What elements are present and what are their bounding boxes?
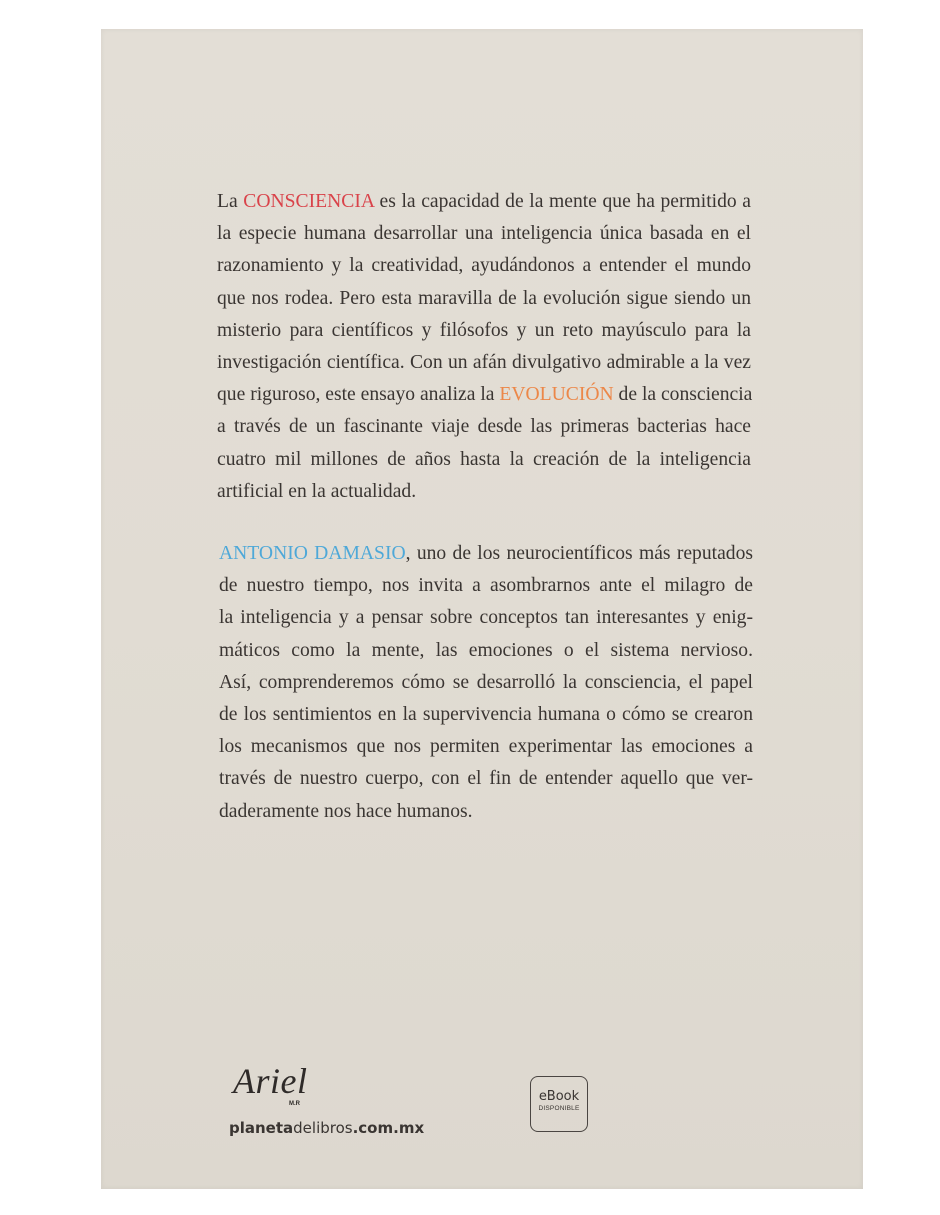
text-line [217,379,751,411]
text-line [219,796,753,828]
text-segment: misterio para científicos y filósofos y un reto mayúsculo para la [217,319,751,341]
ariel-logo: Ariel [233,1061,308,1101]
text-line [217,218,751,250]
publisher-website [229,1119,424,1137]
text-line [219,667,753,699]
highlighted-term: EVOLUCIÓN [499,384,614,406]
ebook-label: eBook [538,1089,580,1104]
text-segment: La [217,191,244,212]
text-segment: es la capacidad de la mente que ha permitido a [373,191,751,212]
text-segment: cuatro mil millones de años hasta la creación de la inteligencia [217,448,751,470]
text-line [219,731,753,763]
text-segment: , uno de los neurocientíficos más reputados [405,543,754,564]
text-line [219,570,753,602]
text-segment: de la consciencia [613,384,753,406]
text-segment: investigación científica. Con un afán divulgativo admirable a la vez [217,352,751,374]
text-line [219,763,753,795]
text-segment: a través de un fascinante viaje desde las primeras bacterias hace [217,416,751,438]
text-line [217,315,751,347]
website-part-bold: planeta [229,1119,294,1137]
text-line [219,602,753,634]
text-segment: de nuestro tiempo, nos invita a asombrarnos ante el milagro de [219,575,753,597]
text-line [217,476,751,508]
text-segment: daderamente nos hace humanos. [219,800,473,822]
text-segment: de los sentimientos en la supervivencia humana o cómo se crearon [219,704,753,726]
text-segment: los mecanismos que nos permiten experimentar las emociones a [219,736,753,758]
text-segment: la inteligencia y a pensar sobre conceptos tan interesantes y enig- [219,607,753,629]
text-segment: que nos rodea. Pero esta maravilla de la evolución sigue siendo un [217,287,751,309]
text-segment: máticos como la mente, las emociones o el sistema nervioso. [219,639,753,661]
text-segment: que riguroso, este ensayo analiza la [217,384,500,406]
text-segment: través de nuestro cuerpo, con el fin de entender aquello que ver- [219,768,753,790]
text-segment: la especie humana desarrollar una inteligencia única basada en el [217,223,751,245]
text-line [219,538,753,570]
ebook-available-badge [530,1076,588,1132]
text-line [219,635,753,667]
text-segment: Así, comprenderemos cómo se desarrolló la consciencia, el papel [219,671,753,693]
highlighted-term: ANTONIO DAMASIO [219,543,406,564]
book-back-cover [101,29,863,1189]
text-segment: artificial en la actualidad. [217,480,417,502]
text-line [217,347,751,379]
text-line [217,283,751,315]
registered-mark: M.R [289,1101,300,1107]
synopsis-paragraph [217,186,751,508]
highlighted-term: CONSCIENCIA [243,191,374,212]
text-line [217,444,751,476]
website-part-end: .com.mx [352,1119,425,1137]
author-paragraph [219,538,753,828]
text-segment: razonamiento y la creatividad, ayudándonos a entender el mundo [217,255,751,277]
ebook-available-label: DISPONIBLE [538,1105,580,1112]
text-line [219,699,753,731]
text-line [217,250,751,282]
website-part-mid: delibros [293,1119,353,1137]
text-line [217,411,751,443]
text-line [217,186,751,218]
